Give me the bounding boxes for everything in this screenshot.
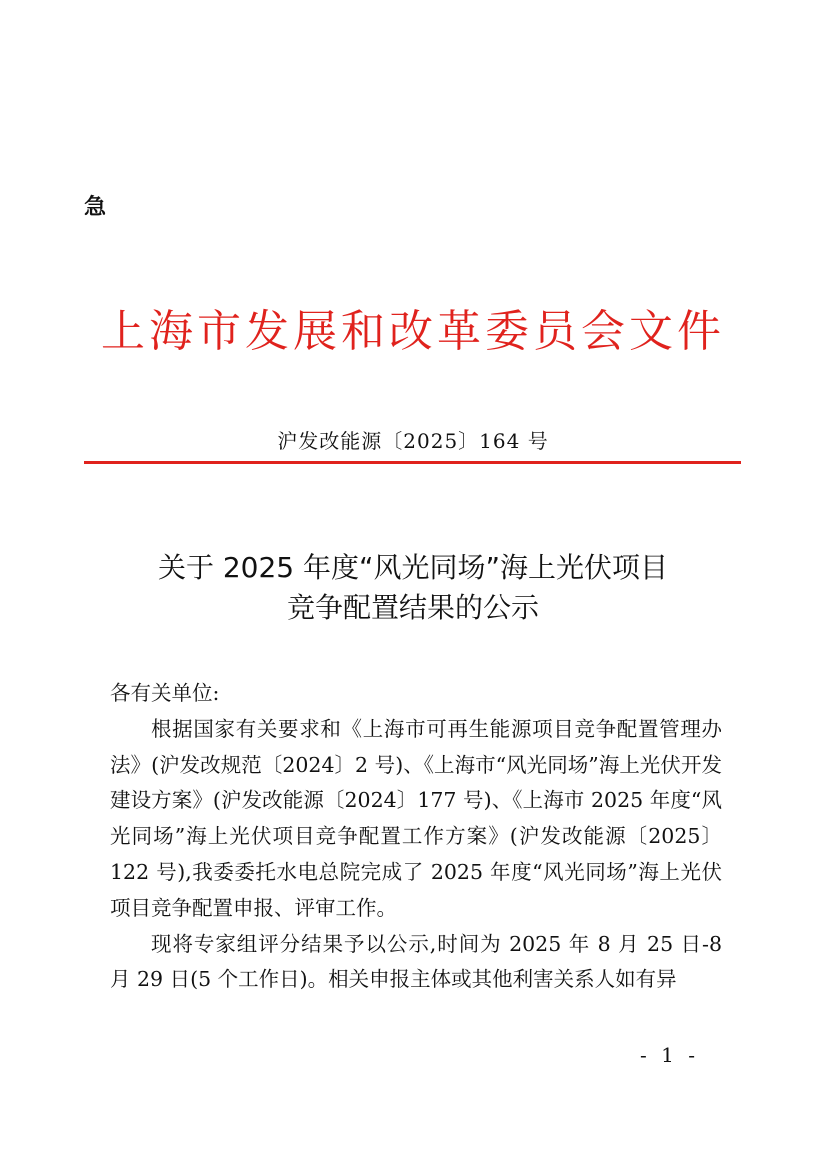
page-number: - 1 - (640, 1043, 699, 1067)
salutation: 各有关单位: (110, 681, 220, 705)
red-divider-line (84, 461, 741, 464)
urgency-mark: 急 (84, 195, 108, 220)
body-paragraph: 根据国家有关要求和《上海市可再生能源项目竞争配置管理办法》(沪发改规范〔2024〕2 号)、《上海市“风光同场”海上光伏开发建设方案》(沪发改能源〔2024〕177 号)、《上海市 2025 年度“风光同场”海上光伏项目竞争配置工作方案》(沪发改能源〔2025〕122 号),我委委托水电总院完成了 2025 年度“风光同场”海上光伏项目竞争配置申报、评审工作。 (110, 716, 722, 920)
document-masthead: 上海市发展和改革委员会文件 (101, 306, 725, 357)
body-paragraph: 现将专家组评分结果予以公示,时间为 2025 年 8 月 25 日-8 月 29 日(5 个工作日)。相关申报主体或其他利害关系人如有异 (110, 931, 722, 992)
title-line-2: 竞争配置结果的公示 (286, 591, 539, 624)
document-body (110, 676, 722, 998)
document-title (0, 548, 826, 628)
document-number: 沪发改能源〔2025〕164 号 (277, 429, 549, 453)
title-line-1: 关于 2025 年度“风光同场”海上光伏项目 (157, 551, 669, 584)
